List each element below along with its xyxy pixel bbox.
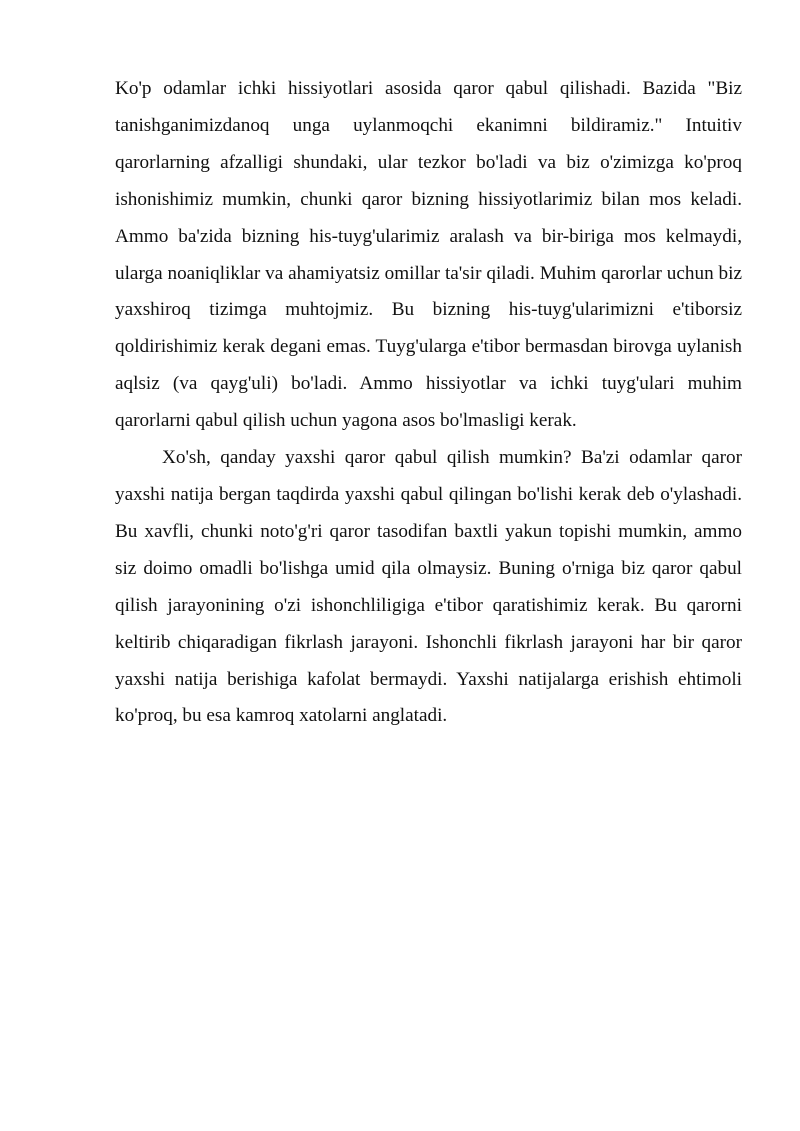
paragraph-intuitive-decisions: Ko'p odamlar ichki hissiyotlari asosida qaror qabul qilishadi. Bazida "Biz tanishganimizdanoq unga uylanmoqchi ekanimni bildiramiz." Intuitiv qarorlarning afzalligi shundaki, ular tezkor bo'ladi va biz o'zimizga ko'proq ishonishimiz mumkin, chunki qaror bizning hissiyotlarimiz bilan mos keladi. Ammo ba'zida bizning his-tuyg'ularimiz aralash va bir-biriga mos kelmaydi, ularga noaniqliklar va ahamiyatsiz omillar ta'sir qiladi. Muhim qarorlar uchun biz yaxshiroq tizimga muhtojmiz. Bu bizning his-tuyg'ularimizni e'tiborsiz qoldirishimiz kerak degani emas. Tuyg'ularga e'tibor bermasdan birovga uylanish aqlsiz (va qayg'uli) bo'ladi. Ammo hissiyotlar va ichki tuyg'ulari muhim qarorlarni qabul qilish uchun yagona asos bo'lmasligi kerak. xyxy=(115,78,742,432)
paragraph-good-decisions: Xo'sh, qanday yaxshi qaror qabul qilish mumkin? Ba'zi odamlar qaror yaxshi natija bergan taqdirda yaxshi qabul qilingan bo'lishi kerak deb o'ylashadi. Bu xavfli, chunki noto'g'ri qaror tasodifan baxtli yakun topishi mumkin, ammo siz doimo omadli bo'lishga umid qila olmaysiz. Buning o'rniga biz qaror qabul qilish jarayonining o'zi ishonchliligiga e'tibor qaratishimiz kerak. Bu qarorni keltirib chiqaradigan fikrlash jarayoni. Ishonchli fikrlash jarayoni har bir qaror yaxshi natija berishiga kafolat bermaydi. Yaxshi natijalarga erishish ehtimoli ko'proq, bu esa kamroq xatolarni anglatadi. xyxy=(115,447,742,727)
body-text xyxy=(115,71,742,735)
